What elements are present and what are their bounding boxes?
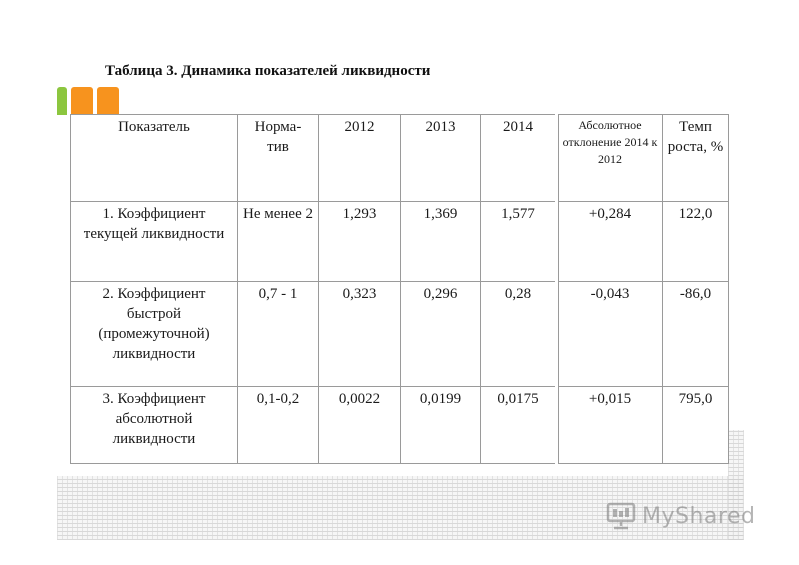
cell-indicator-name: 2. Коэффициент быстрой (промежуточной) ликвидности	[71, 282, 238, 387]
header-cell-growth-rate: Темп роста, %	[663, 115, 729, 202]
cell-norm: 0,1-0,2	[238, 387, 319, 464]
cell-indicator-name: 3. Коэффициент абсолютной ликвидности	[71, 387, 238, 464]
table-header-row	[71, 115, 729, 202]
cell-2014: 0,28	[481, 282, 557, 387]
cell-growth-rate: -86,0	[663, 282, 729, 387]
table-row	[71, 387, 729, 464]
cell-2014: 0,0175	[481, 387, 557, 464]
presentation-board-icon	[606, 502, 636, 530]
cell-2013: 1,369	[401, 202, 481, 282]
accent-bar-orange	[97, 87, 119, 115]
cell-2012: 0,0022	[319, 387, 401, 464]
table-row	[71, 282, 729, 387]
liquidity-table	[70, 114, 729, 464]
cell-norm: Не менее 2	[238, 202, 319, 282]
cell-2013: 0,296	[401, 282, 481, 387]
accent-bar-orange	[71, 87, 93, 115]
cell-2013: 0,0199	[401, 387, 481, 464]
watermark-brand: MyShared	[642, 503, 756, 529]
cell-indicator-name: 1. Коэффициент текущей ликвидности	[71, 202, 238, 282]
accent-bar-green	[57, 87, 67, 115]
header-cell-norm: Норма- тив	[238, 115, 319, 202]
cell-growth-rate: 122,0	[663, 202, 729, 282]
cell-absolute-deviation: -0,043	[557, 282, 663, 387]
cell-absolute-deviation: +0,015	[557, 387, 663, 464]
header-cell-2013: 2013	[401, 115, 481, 202]
table-title: Таблица 3. Динамика показателей ликвидности	[105, 63, 431, 79]
cell-2012: 1,293	[319, 202, 401, 282]
cell-2012: 0,323	[319, 282, 401, 387]
cell-growth-rate: 795,0	[663, 387, 729, 464]
table-row	[71, 202, 729, 282]
header-cell-absolute-deviation: Абсолютное отклонение 2014 к 2012	[557, 115, 663, 202]
cell-norm: 0,7 - 1	[238, 282, 319, 387]
header-cell-2014: 2014	[481, 115, 557, 202]
watermark	[606, 502, 755, 530]
header-cell-2012: 2012	[319, 115, 401, 202]
cell-2014: 1,577	[481, 202, 557, 282]
header-cell-indicator: Показатель	[71, 115, 238, 202]
cell-absolute-deviation: +0,284	[557, 202, 663, 282]
